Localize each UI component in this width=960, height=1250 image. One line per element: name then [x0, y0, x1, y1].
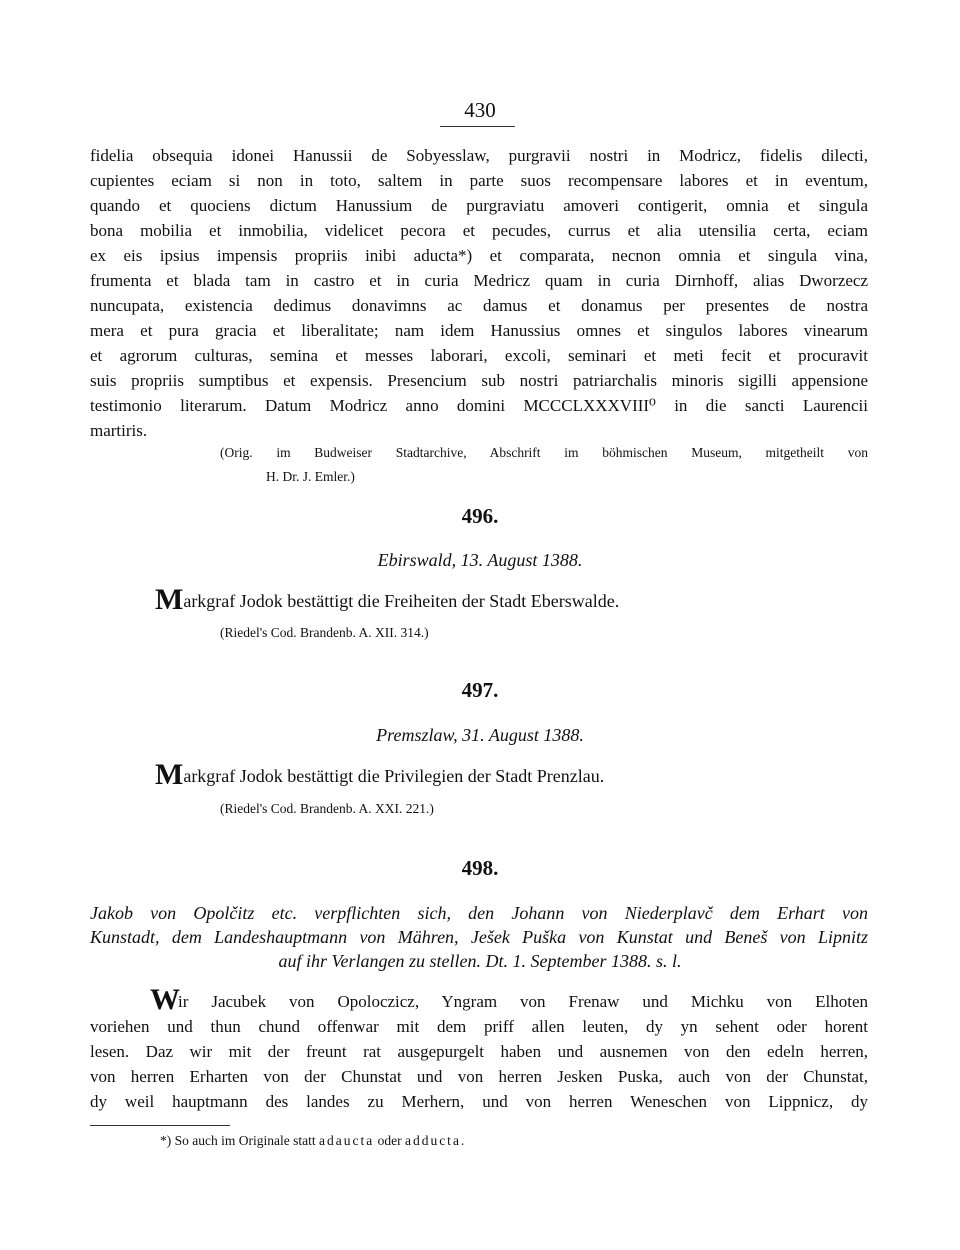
text-line: cupientes eciam si non in toto, saltem in parte suos recompensare labores et in eventum, [90, 171, 868, 190]
text-line: fidelia obsequia idonei Hanussii de Sobyesslaw, purgravii nostri in Modricz, fidelis dilecti, [90, 146, 868, 165]
initial-letter: M [155, 583, 184, 616]
text-line: voriehen und thun chund offenwar mit dem priff allen leuten, dy yn sehent oder horent [90, 1017, 868, 1036]
summary-text: arkgraf Jodok bestättigt die Privilegien der Stadt Prenzlau. [183, 766, 605, 786]
regest-summary [155, 758, 605, 791]
text-line: lesen. Daz wir mit der freunt rat ausgepurgelt haben und ausnemen von den edeln herren, [90, 1042, 868, 1061]
dateline: Ebirswald, 13. August 1388. [377, 550, 583, 570]
text-line: nuncupata, existencia dedimus donavimns ac damus et donamus per presentes de nostra [90, 296, 868, 315]
text-line: mera et pura gracia et liberalitate; nam idem Hanussius omnes et singulos labores vinearum [90, 321, 868, 340]
footnote-marker: *) [160, 1133, 172, 1148]
text-line: ex eis ipsius impensis propriis inibi aducta*) et comparata, necnon omnia et singula vina, [90, 246, 868, 265]
footnote [160, 1132, 466, 1150]
regest-heading: Kunstadt, dem Landeshauptmann von Mähren, Ješek Puška von Kunstat und Beneš von Lipnitz [90, 927, 868, 947]
text-line: von herren Erharten von der Chunstat und von herren Jesken Puska, auch von der Chunstat, [90, 1067, 868, 1086]
initial-letter: W [150, 983, 180, 1016]
footnote-text: oder [377, 1133, 402, 1148]
text-line: quando et quociens dictum Hanussium de purgraviatu amoveri contigerit, omnia et singula [90, 196, 868, 215]
text-line: martiris. [90, 421, 148, 440]
text-line: et agrorum culturas, semina et messes laborari, excoli, seminari et meti fecit et procuravit [90, 346, 868, 365]
footnote-text: So auch im Originale statt [174, 1133, 316, 1148]
page-number: 430 [464, 98, 496, 122]
document-number: 496. [461, 504, 499, 528]
text-line: ir Jacubek von Opoloczicz, Yngram von Frenaw und Michku von Elhoten [178, 992, 868, 1011]
initial-letter: M [155, 758, 184, 791]
regest-heading: auf ihr Verlangen zu stellen. Dt. 1. September 1388. s. l. [278, 951, 682, 971]
footnote-rule [90, 1125, 230, 1126]
source-note: H. Dr. J. Emler.) [266, 469, 355, 484]
text-line: frumenta et blada tam in castro et in curia Medricz quam in curia Dirnhoff, alias Dworzecz [90, 271, 868, 290]
source-citation: (Riedel's Cod. Brandenb. A. XXI. 221.) [220, 801, 434, 816]
text-line: suis propriis sumptibus et expensis. Presencium sub nostri patriarchalis minoris sigilli appensione [90, 371, 868, 390]
summary-text: arkgraf Jodok bestättigt die Freiheiten der Stadt Eberswalde. [183, 591, 620, 611]
footnote-word: adaucta [318, 1133, 375, 1148]
regest-heading: Jakob von Opolčitz etc. verpflichten sich, den Johann von Niederplavč dem Erhart von [90, 903, 868, 923]
source-note: (Orig. im Budweiser Stadtarchive, Abschrift im böhmischen Museum, mitgetheilt von [220, 445, 868, 460]
regest-summary [155, 583, 620, 616]
source-citation: (Riedel's Cod. Brandenb. A. XII. 314.) [220, 625, 429, 640]
footnote-word: adducta. [404, 1133, 467, 1148]
document-number: 497. [461, 678, 499, 702]
document-number: 498. [461, 856, 499, 880]
text-line: dy weil hauptmann des landes zu Merhern, und von herren Weneschen von Lippnicz, dy [90, 1092, 868, 1111]
dateline: Premszlaw, 31. August 1388. [376, 725, 584, 745]
text-line: testimonio literarum. Datum Modricz anno domini MCCCLXXXVIII⁰ in die sancti Laurencii [90, 396, 868, 415]
header-rule [440, 126, 515, 127]
text-line: bona mobilia et inmobilia, videlicet pecora et pecudes, currus et alia utensilia certa, eciam [90, 221, 868, 240]
